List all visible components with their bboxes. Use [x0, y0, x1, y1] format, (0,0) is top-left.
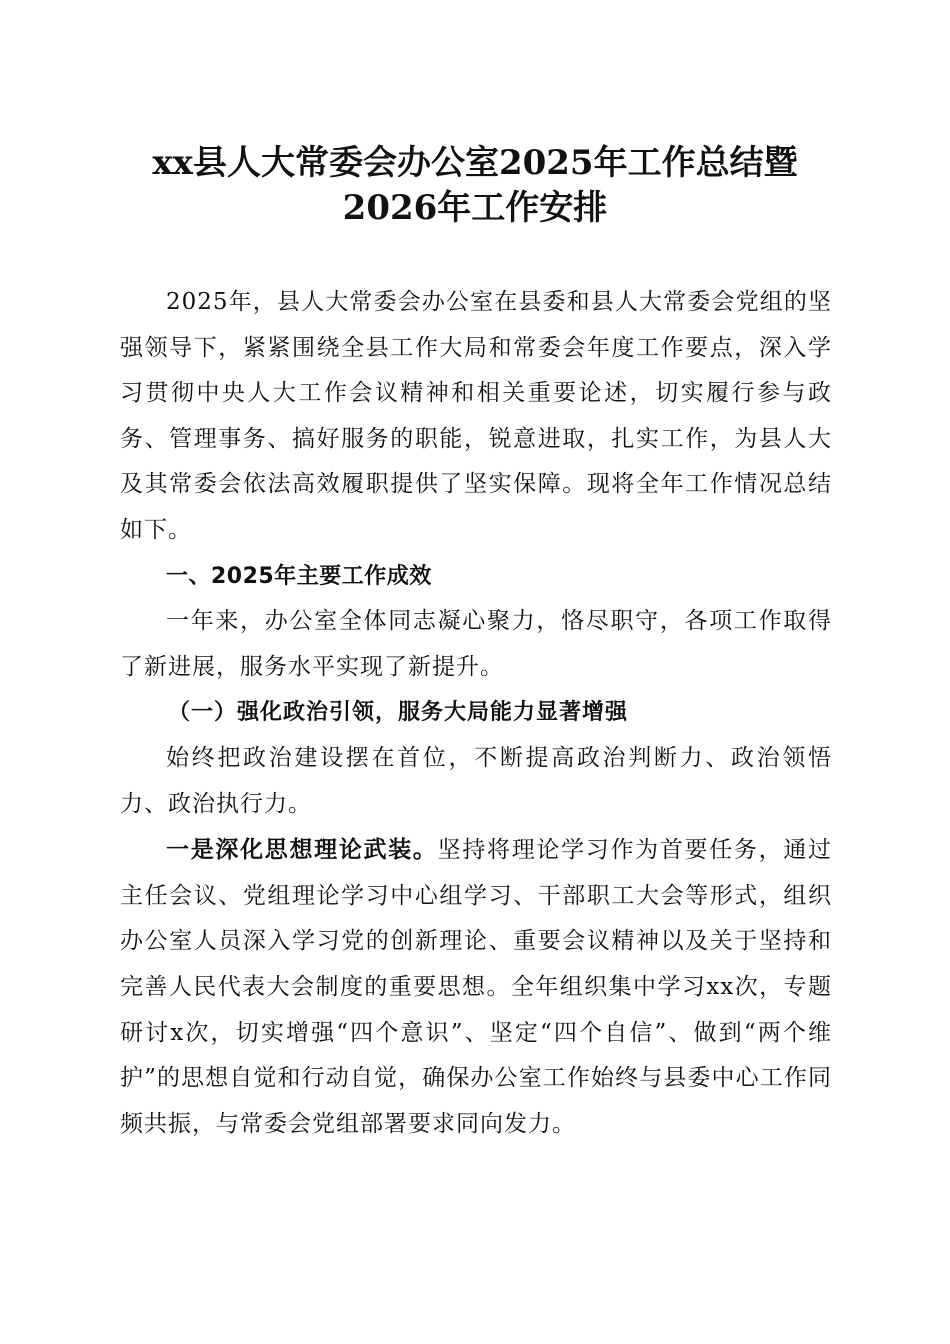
point-1-paragraph: [120, 827, 832, 1147]
point-1-lead: 一是深化思想理论武装。: [166, 836, 438, 864]
document-body: [120, 280, 832, 1147]
section-heading-1: 一、2025年主要工作成效: [166, 563, 432, 589]
document-title-line-1: xx县人大常委会办公室2025年工作总结暨: [152, 143, 798, 183]
point-1-text: 坚持将理论学习作为首要任务，通过主任会议、党组理论学习中心组学习、干部职工大会等形式，组织办公室人员深入学习党的创新理论、重要会议精神以及关于坚持和完善人民代表大会制度的重要思想。全年组织集中学习xx次，专题研讨x次，切实增强“四个意识”、坚定“四个自信”、做到“两个维护”的思想自觉和行动自觉，确保办公室工作始终与县委中心工作同频共振，与常委会党组部署要求同向发力。: [120, 837, 833, 1137]
section-1-paragraph: 一年来，办公室全体同志凝心聚力，恪尽职守，各项工作取得了新进展，服务水平实现了新提升。: [120, 608, 832, 680]
document-title-line-2: 2026年工作安排: [342, 188, 608, 228]
subsection-1-paragraph: 始终把政治建设摆在首位，不断提高政治判断力、政治领悟力、政治执行力。: [120, 744, 832, 817]
subsection-heading-1: （一）强化政治引领，服务大局能力显著增强: [168, 699, 629, 726]
intro-paragraph: 2025年，县人大常委会办公室在县委和县人大常委会党组的坚强领导下，紧紧围绕全县工作大局和常委会年度工作要点，深入学习贯彻中央人大工作会议精神和相关重要论述，切实履行参与政务、管理事务、搞好服务的职能，锐意进取，扎实工作，为县人大及其常委会依法高效履职提供了坚实保障。现将全年工作情况总结如下。: [120, 289, 832, 543]
